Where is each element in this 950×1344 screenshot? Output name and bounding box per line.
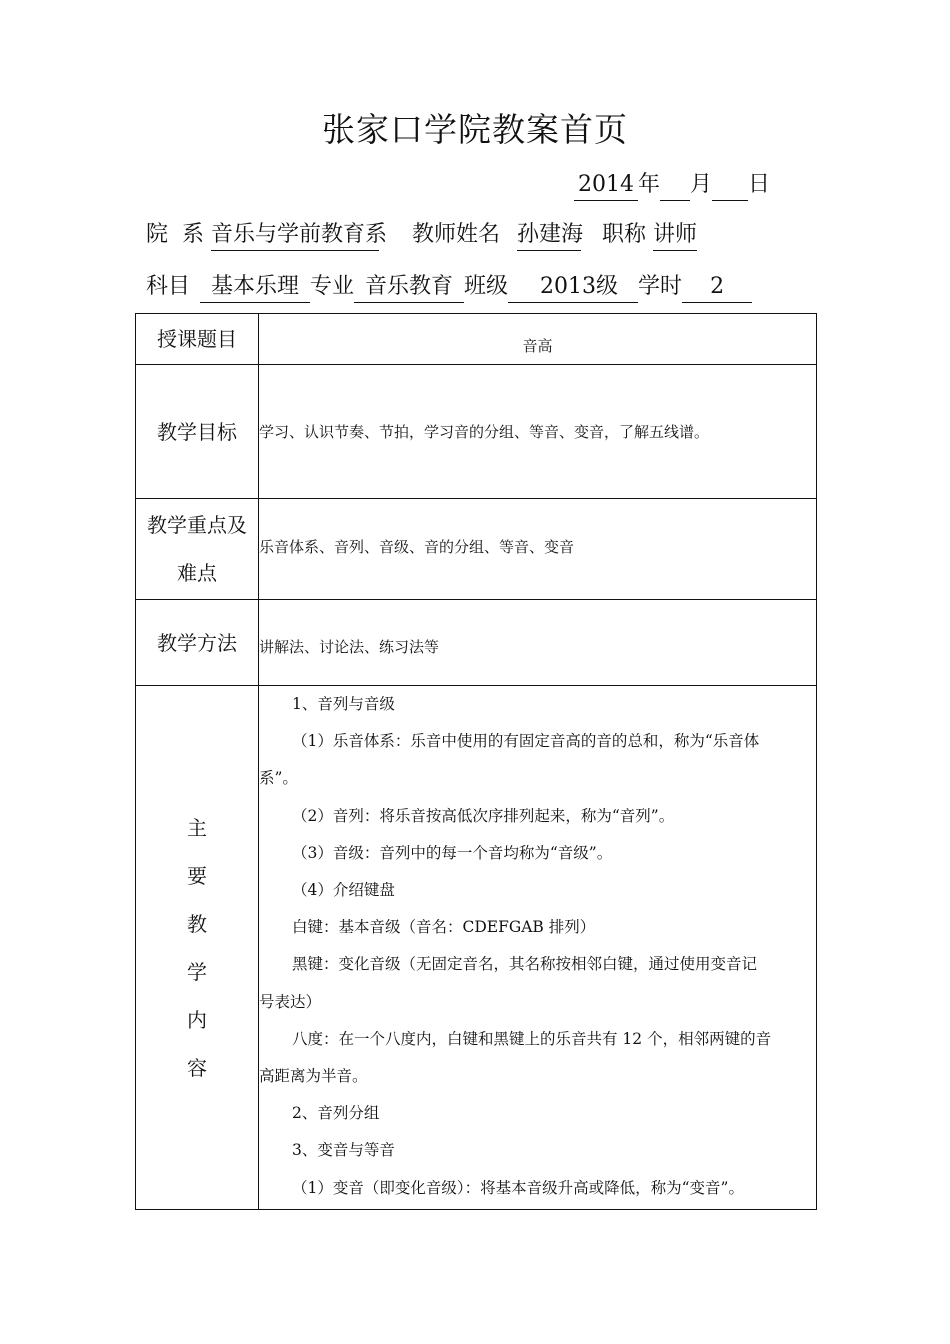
goal-label: 教学目标: [136, 365, 259, 499]
key-row: [136, 499, 817, 600]
content-label-char: 容: [187, 1055, 207, 1080]
hours-value: 2: [682, 272, 752, 303]
teacher-label: 教师姓名: [412, 222, 501, 247]
content-paragraph: 系”。: [259, 769, 298, 788]
content-paragraph: 3、变音与等音: [292, 1141, 395, 1160]
method-row: [136, 600, 817, 686]
key-label-line1: 教学重点及: [147, 513, 247, 537]
day-field: [712, 170, 748, 201]
year-label: 年: [638, 172, 661, 197]
subject-label: 科目: [146, 274, 191, 299]
method-value: 讲解法、讨论法、练习法等: [259, 600, 817, 686]
subject-line: [146, 272, 752, 303]
month-label: 月: [690, 172, 713, 197]
lesson-table: [135, 313, 817, 1210]
major-label: 专业: [310, 274, 355, 299]
content-paragraph: 八度：在一个八度内，白键和黑键上的乐音共有 12 个，相邻两键的音: [292, 1029, 772, 1048]
hours-label: 学时: [638, 274, 683, 299]
topic-row: [136, 314, 817, 365]
rank-value: 讲师: [653, 220, 697, 251]
subject-value: 基本乐理: [200, 272, 310, 303]
dept-label: 院 系: [146, 222, 204, 247]
day-label: 日: [748, 172, 771, 197]
topic-label: 授课题目: [136, 314, 259, 365]
major-value: 音乐教育: [354, 272, 464, 303]
content-paragraph: 黑键：变化音级（无固定音名，其名称按相邻白键，通过使用变音记: [292, 955, 758, 974]
content-paragraph: 2、音列分组: [292, 1104, 380, 1123]
teacher-value: 孙建海: [517, 220, 581, 251]
key-value: 乐音体系、音列、音级、音的分组、等音、变音: [259, 499, 817, 600]
method-label: 教学方法: [136, 600, 259, 686]
page-title: 张家口学院教案首页: [322, 110, 628, 149]
content-label-char: 要: [187, 863, 207, 888]
class-value: 2013级: [508, 272, 638, 303]
content-label-char: 主: [187, 815, 207, 840]
content-body: [259, 686, 817, 1210]
content-paragraph: 白键：基本音级（音名：CDEFGAB 排列）: [292, 918, 596, 937]
goal-row: [136, 365, 817, 499]
content-paragraph: 1、音列与音级: [292, 695, 395, 713]
content-paragraph: （1）变音（即变化音级）：将基本音级升高或降低，称为“变音”。: [292, 1178, 744, 1197]
content-paragraph: 高距离为半音。: [259, 1067, 368, 1086]
month-field: [660, 170, 690, 201]
content-label: [136, 686, 259, 1210]
date-line: [574, 170, 770, 201]
content-paragraph: （1）乐音体系：乐音中使用的有固定音高的音的总和，称为“乐音体: [292, 732, 760, 751]
goal-value: 学习、认识节奏、节拍，学习音的分组、等音、变音，了解五线谱。: [259, 365, 817, 499]
content-row: [136, 686, 817, 1210]
content-label-char: 教: [187, 911, 207, 936]
class-label: 班级: [464, 274, 509, 299]
year-field: 2014: [574, 170, 638, 201]
content-paragraph: （4）介绍键盘: [292, 881, 395, 900]
content-paragraph: 号表达）: [259, 992, 322, 1011]
content-paragraph: （3）音级：音列中的每一个音均称为“音级”。: [292, 843, 613, 862]
dept-line: [146, 220, 697, 251]
topic-value: 音高: [259, 314, 817, 365]
rank-label: 职称: [602, 222, 647, 247]
dept-value: 音乐与学前教育系: [211, 220, 379, 251]
key-label: [136, 499, 259, 600]
key-label-line2: 难点: [177, 561, 217, 585]
content-label-char: 内: [187, 1007, 207, 1032]
content-label-char: 学: [187, 959, 207, 984]
content-paragraph: （2）音列：将乐音按高低次序排列起来，称为“音列”。: [292, 806, 675, 825]
